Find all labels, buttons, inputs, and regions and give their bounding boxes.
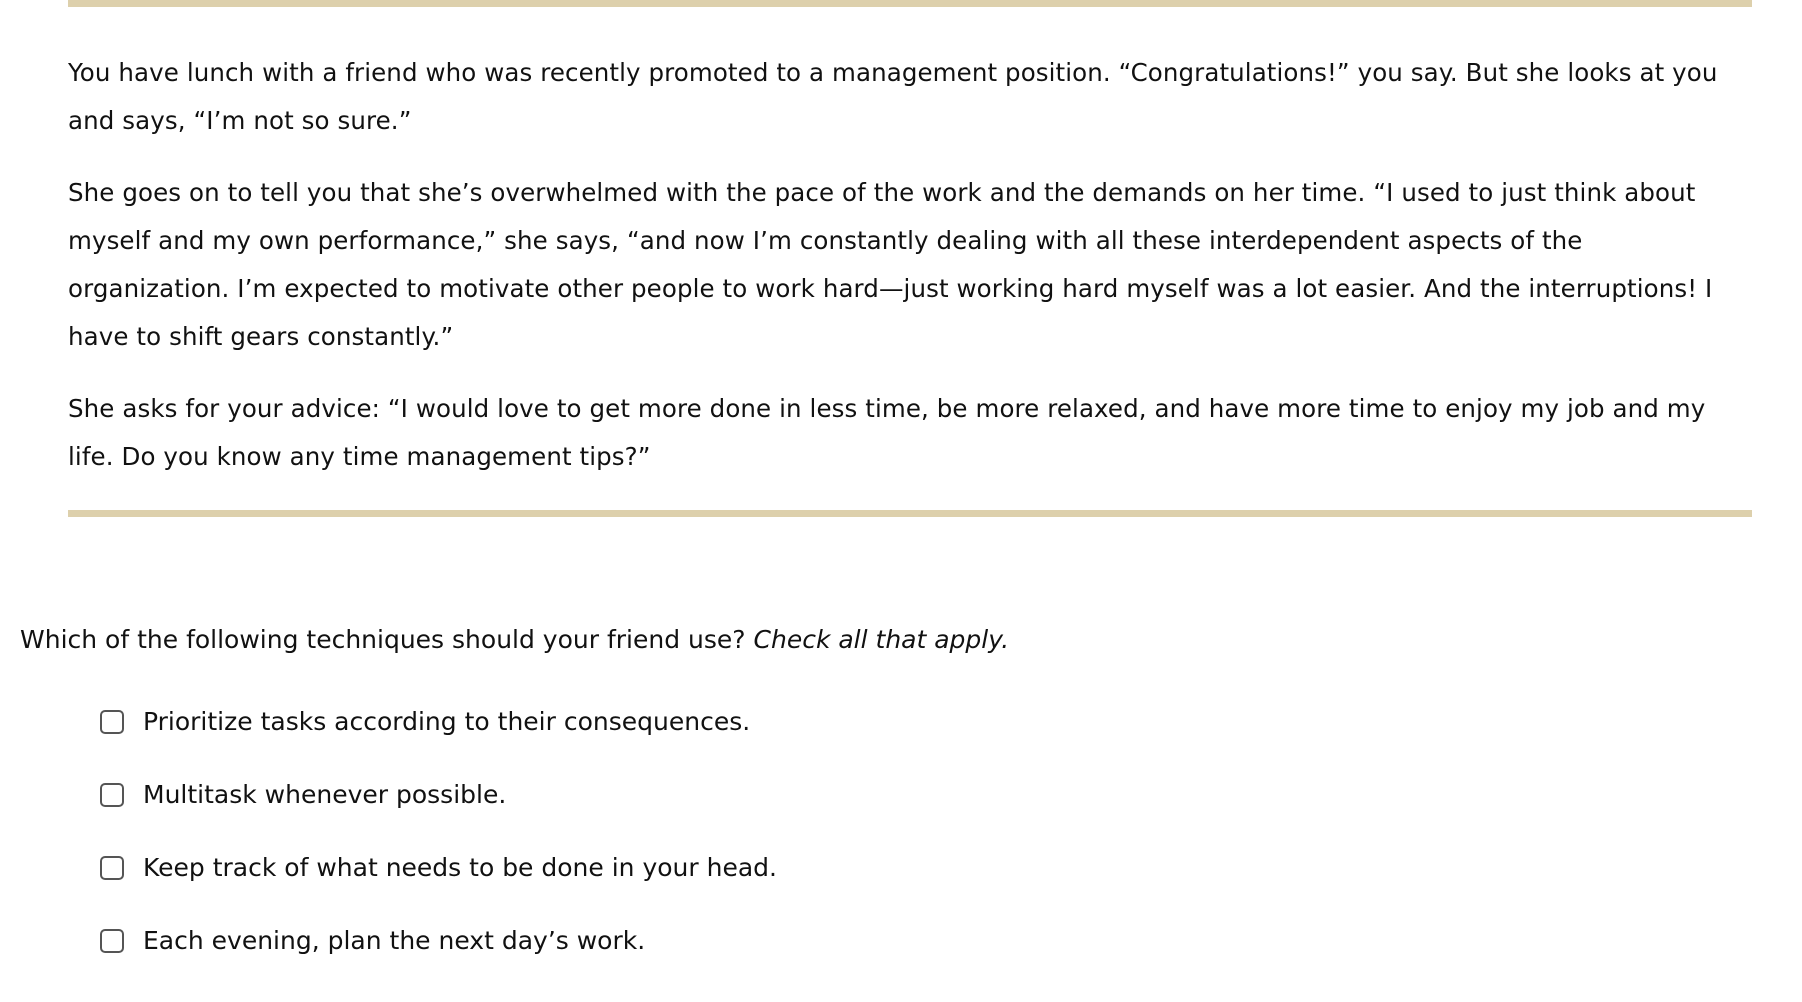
answer-option[interactable] (100, 919, 777, 963)
scenario-panel (68, 0, 1752, 505)
scenario-paragraph: She asks for your advice: “I would love to get more done in less time, be more relaxed, and have more time to enjoy my job and my life. Do you know any time management tips?” (68, 394, 1706, 471)
checkbox[interactable] (100, 783, 124, 807)
question-instruction: Check all that apply. (753, 625, 1010, 654)
checkbox[interactable] (100, 856, 124, 880)
answer-option[interactable] (100, 846, 777, 890)
checkbox[interactable] (100, 710, 124, 734)
answer-options (100, 700, 777, 992)
answer-option[interactable] (100, 700, 777, 744)
checkbox[interactable] (100, 929, 124, 953)
answer-option[interactable] (100, 773, 777, 817)
answer-option-label[interactable]: Prioritize tasks according to their consequences. (143, 707, 751, 736)
answer-option-label[interactable]: Each evening, plan the next day’s work. (143, 926, 646, 955)
answer-option-label[interactable]: Multitask whenever possible. (143, 780, 507, 809)
question-prompt (20, 620, 1009, 660)
scenario-paragraph: You have lunch with a friend who was recently promoted to a management position. “Congratulations!” you say. But she looks at you and says, “I’m not so sure.” (68, 58, 1718, 135)
scenario-paragraph: She goes on to tell you that she’s overwhelmed with the pace of the work and the demands on her time. “I used to just think about myself and my own performance,” she says, “and now I’m constantly dealing with all these interdependent aspects of the organization. I’m expected to motivate other people to work hard—just working hard myself was a lot easier. And the interruptions! I have to shift gears constantly.” (68, 178, 1713, 351)
top-divider (68, 0, 1752, 7)
bottom-divider (68, 510, 1752, 517)
answer-option-label[interactable]: Keep track of what needs to be done in your head. (143, 853, 777, 882)
scenario-passage (68, 7, 1752, 481)
question-text: Which of the following techniques should your friend use? (20, 625, 746, 654)
